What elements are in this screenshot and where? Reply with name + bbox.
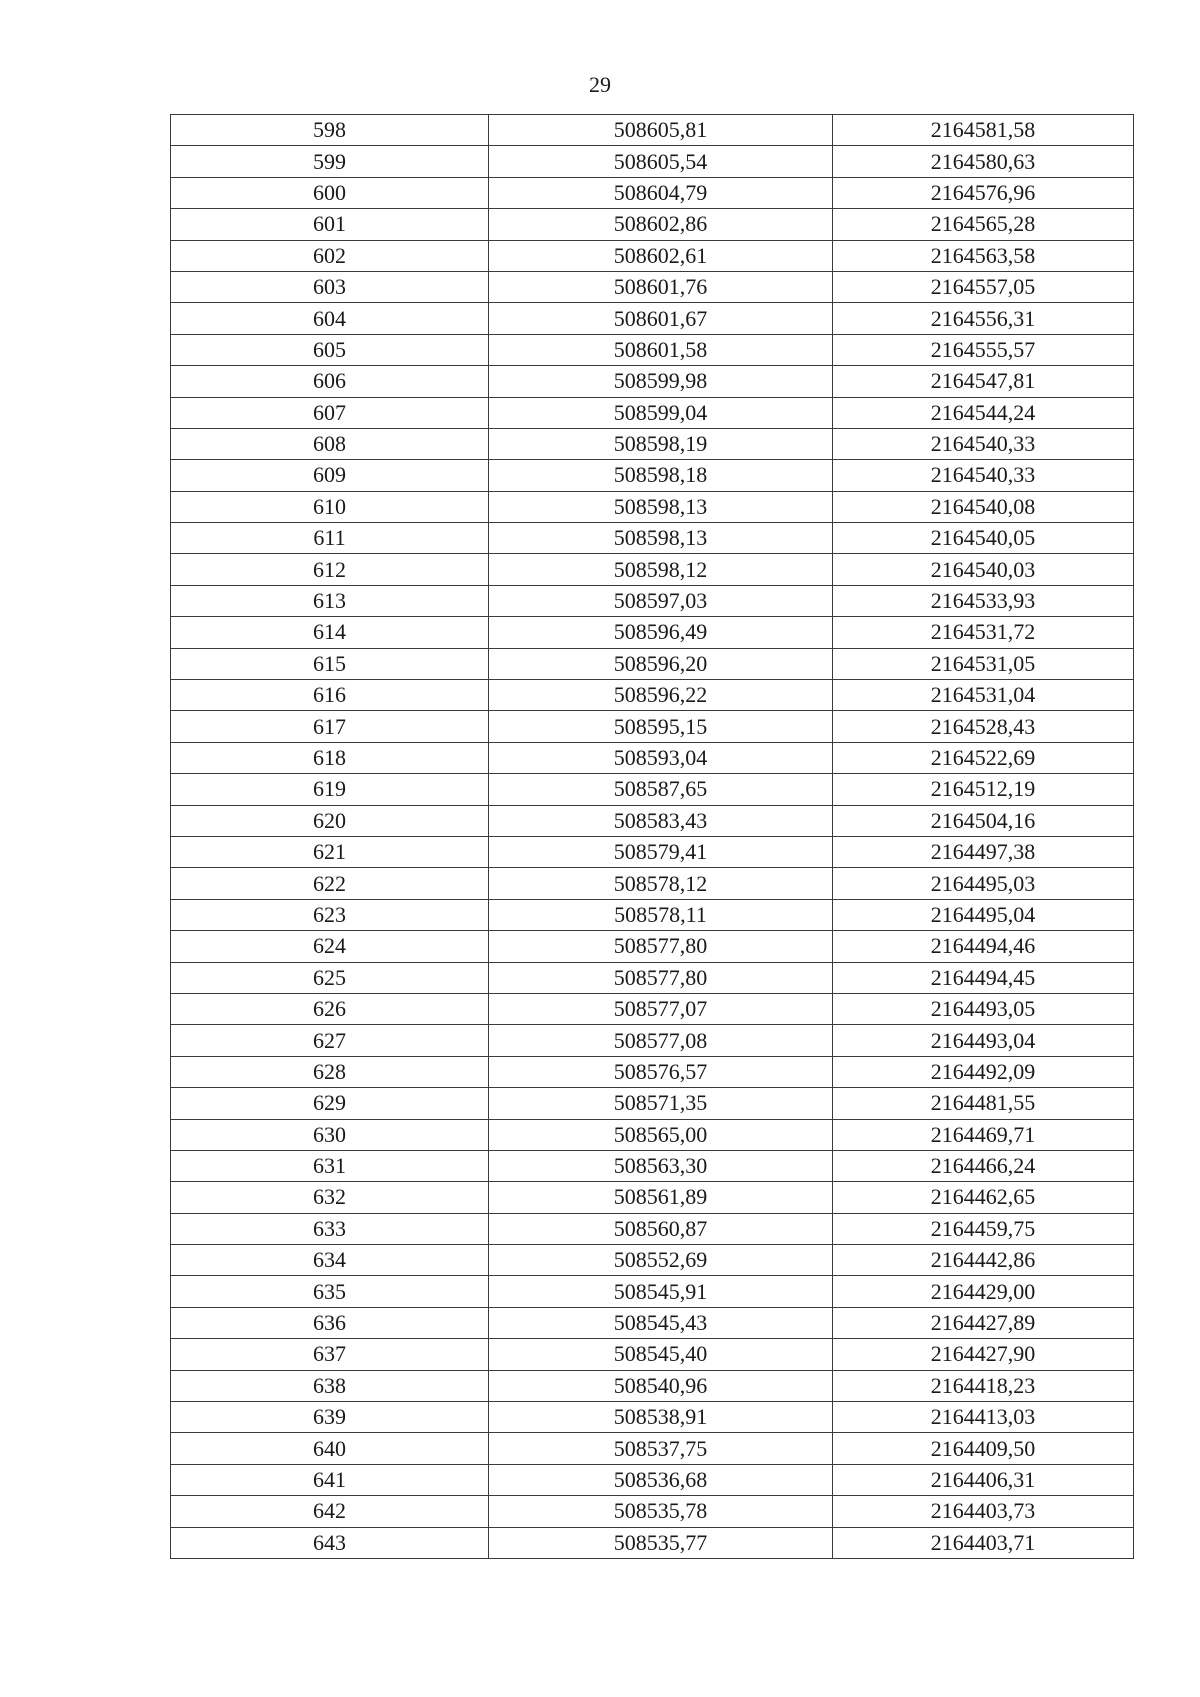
table-row: [171, 585, 1134, 616]
table-row: [171, 177, 1134, 208]
y-coordinate-cell: 2164462,65: [833, 1182, 1134, 1213]
y-coordinate-cell: 2164540,33: [833, 428, 1134, 459]
y-coordinate-cell: 2164540,33: [833, 460, 1134, 491]
y-coordinate-cell: 2164403,71: [833, 1527, 1134, 1558]
point-number-cell: 610: [171, 491, 489, 522]
y-coordinate-cell: 2164442,86: [833, 1245, 1134, 1276]
x-coordinate-cell: 508598,12: [489, 554, 833, 585]
table-row: [171, 1402, 1134, 1433]
point-number-cell: 620: [171, 805, 489, 836]
point-number-cell: 623: [171, 899, 489, 930]
y-coordinate-cell: 2164403,73: [833, 1496, 1134, 1527]
y-coordinate-cell: 2164413,03: [833, 1402, 1134, 1433]
point-number-cell: 624: [171, 931, 489, 962]
point-number-cell: 622: [171, 868, 489, 899]
point-number-cell: 616: [171, 680, 489, 711]
x-coordinate-cell: 508598,13: [489, 523, 833, 554]
x-coordinate-cell: 508604,79: [489, 177, 833, 208]
table-row: [171, 115, 1134, 146]
table-row: [171, 836, 1134, 867]
x-coordinate-cell: 508599,98: [489, 366, 833, 397]
table-row: [171, 1433, 1134, 1464]
x-coordinate-cell: 508537,75: [489, 1433, 833, 1464]
table-row: [171, 1464, 1134, 1495]
y-coordinate-cell: 2164495,03: [833, 868, 1134, 899]
y-coordinate-cell: 2164547,81: [833, 366, 1134, 397]
point-number-cell: 643: [171, 1527, 489, 1558]
table-row: [171, 1213, 1134, 1244]
x-coordinate-cell: 508577,07: [489, 993, 833, 1024]
point-number-cell: 605: [171, 334, 489, 365]
y-coordinate-cell: 2164459,75: [833, 1213, 1134, 1244]
point-number-cell: 607: [171, 397, 489, 428]
point-number-cell: 598: [171, 115, 489, 146]
x-coordinate-cell: 508545,40: [489, 1339, 833, 1370]
table-row: [171, 1370, 1134, 1401]
y-coordinate-cell: 2164528,43: [833, 711, 1134, 742]
table-row: [171, 774, 1134, 805]
table-row: [171, 428, 1134, 459]
coordinates-table-body: [171, 115, 1134, 1559]
point-number-cell: 611: [171, 523, 489, 554]
table-row: [171, 334, 1134, 365]
x-coordinate-cell: 508577,08: [489, 1025, 833, 1056]
table-row: [171, 209, 1134, 240]
point-number-cell: 627: [171, 1025, 489, 1056]
point-number-cell: 636: [171, 1307, 489, 1338]
point-number-cell: 637: [171, 1339, 489, 1370]
point-number-cell: 608: [171, 428, 489, 459]
x-coordinate-cell: 508598,19: [489, 428, 833, 459]
table-row: [171, 1025, 1134, 1056]
y-coordinate-cell: 2164563,58: [833, 240, 1134, 271]
y-coordinate-cell: 2164504,16: [833, 805, 1134, 836]
table-row: [171, 1056, 1134, 1087]
y-coordinate-cell: 2164540,08: [833, 491, 1134, 522]
x-coordinate-cell: 508583,43: [489, 805, 833, 836]
point-number-cell: 613: [171, 585, 489, 616]
y-coordinate-cell: 2164544,24: [833, 397, 1134, 428]
table-row: [171, 397, 1134, 428]
x-coordinate-cell: 508601,58: [489, 334, 833, 365]
table-row: [171, 271, 1134, 302]
x-coordinate-cell: 508545,91: [489, 1276, 833, 1307]
x-coordinate-cell: 508579,41: [489, 836, 833, 867]
point-number-cell: 614: [171, 617, 489, 648]
point-number-cell: 635: [171, 1276, 489, 1307]
y-coordinate-cell: 2164533,93: [833, 585, 1134, 616]
table-row: [171, 1527, 1134, 1558]
table-row: [171, 711, 1134, 742]
y-coordinate-cell: 2164469,71: [833, 1119, 1134, 1150]
point-number-cell: 640: [171, 1433, 489, 1464]
point-number-cell: 603: [171, 271, 489, 302]
x-coordinate-cell: 508605,54: [489, 146, 833, 177]
y-coordinate-cell: 2164522,69: [833, 742, 1134, 773]
point-number-cell: 609: [171, 460, 489, 491]
x-coordinate-cell: 508545,43: [489, 1307, 833, 1338]
y-coordinate-cell: 2164427,89: [833, 1307, 1134, 1338]
y-coordinate-cell: 2164557,05: [833, 271, 1134, 302]
point-number-cell: 612: [171, 554, 489, 585]
y-coordinate-cell: 2164466,24: [833, 1150, 1134, 1181]
x-coordinate-cell: 508595,15: [489, 711, 833, 742]
x-coordinate-cell: 508560,87: [489, 1213, 833, 1244]
y-coordinate-cell: 2164540,05: [833, 523, 1134, 554]
x-coordinate-cell: 508563,30: [489, 1150, 833, 1181]
point-number-cell: 639: [171, 1402, 489, 1433]
y-coordinate-cell: 2164581,58: [833, 115, 1134, 146]
x-coordinate-cell: 508540,96: [489, 1370, 833, 1401]
x-coordinate-cell: 508578,12: [489, 868, 833, 899]
table-row: [171, 1339, 1134, 1370]
x-coordinate-cell: 508561,89: [489, 1182, 833, 1213]
table-row: [171, 1088, 1134, 1119]
table-row: [171, 240, 1134, 271]
point-number-cell: 629: [171, 1088, 489, 1119]
point-number-cell: 628: [171, 1056, 489, 1087]
table-row: [171, 993, 1134, 1024]
y-coordinate-cell: 2164555,57: [833, 334, 1134, 365]
y-coordinate-cell: 2164418,23: [833, 1370, 1134, 1401]
table-row: [171, 303, 1134, 334]
y-coordinate-cell: 2164495,04: [833, 899, 1134, 930]
x-coordinate-cell: 508577,80: [489, 962, 833, 993]
point-number-cell: 604: [171, 303, 489, 334]
y-coordinate-cell: 2164406,31: [833, 1464, 1134, 1495]
y-coordinate-cell: 2164493,05: [833, 993, 1134, 1024]
point-number-cell: 615: [171, 648, 489, 679]
y-coordinate-cell: 2164531,72: [833, 617, 1134, 648]
y-coordinate-cell: 2164556,31: [833, 303, 1134, 334]
table-row: [171, 1496, 1134, 1527]
point-number-cell: 600: [171, 177, 489, 208]
point-number-cell: 634: [171, 1245, 489, 1276]
point-number-cell: 642: [171, 1496, 489, 1527]
y-coordinate-cell: 2164409,50: [833, 1433, 1134, 1464]
point-number-cell: 632: [171, 1182, 489, 1213]
y-coordinate-cell: 2164531,04: [833, 680, 1134, 711]
y-coordinate-cell: 2164481,55: [833, 1088, 1134, 1119]
x-coordinate-cell: 508596,49: [489, 617, 833, 648]
table-row: [171, 1182, 1134, 1213]
x-coordinate-cell: 508536,68: [489, 1464, 833, 1495]
point-number-cell: 601: [171, 209, 489, 240]
x-coordinate-cell: 508599,04: [489, 397, 833, 428]
table-row: [171, 146, 1134, 177]
table-row: [171, 460, 1134, 491]
x-coordinate-cell: 508597,03: [489, 585, 833, 616]
point-number-cell: 641: [171, 1464, 489, 1495]
table-row: [171, 1150, 1134, 1181]
x-coordinate-cell: 508578,11: [489, 899, 833, 930]
point-number-cell: 625: [171, 962, 489, 993]
table-row: [171, 554, 1134, 585]
x-coordinate-cell: 508576,57: [489, 1056, 833, 1087]
x-coordinate-cell: 508535,77: [489, 1527, 833, 1558]
point-number-cell: 618: [171, 742, 489, 773]
y-coordinate-cell: 2164512,19: [833, 774, 1134, 805]
x-coordinate-cell: 508598,13: [489, 491, 833, 522]
x-coordinate-cell: 508593,04: [489, 742, 833, 773]
y-coordinate-cell: 2164540,03: [833, 554, 1134, 585]
point-number-cell: 638: [171, 1370, 489, 1401]
y-coordinate-cell: 2164531,05: [833, 648, 1134, 679]
table-row: [171, 1119, 1134, 1150]
point-number-cell: 633: [171, 1213, 489, 1244]
table-row: [171, 962, 1134, 993]
point-number-cell: 626: [171, 993, 489, 1024]
x-coordinate-cell: 508596,20: [489, 648, 833, 679]
point-number-cell: 621: [171, 836, 489, 867]
x-coordinate-cell: 508587,65: [489, 774, 833, 805]
x-coordinate-cell: 508538,91: [489, 1402, 833, 1433]
table-row: [171, 523, 1134, 554]
table-row: [171, 1276, 1134, 1307]
point-number-cell: 606: [171, 366, 489, 397]
y-coordinate-cell: 2164494,45: [833, 962, 1134, 993]
y-coordinate-cell: 2164429,00: [833, 1276, 1134, 1307]
table-row: [171, 617, 1134, 648]
table-row: [171, 491, 1134, 522]
table-row: [171, 680, 1134, 711]
point-number-cell: 619: [171, 774, 489, 805]
table-row: [171, 648, 1134, 679]
x-coordinate-cell: 508565,00: [489, 1119, 833, 1150]
table-row: [171, 931, 1134, 962]
point-number-cell: 617: [171, 711, 489, 742]
x-coordinate-cell: 508601,67: [489, 303, 833, 334]
table-row: [171, 1307, 1134, 1338]
y-coordinate-cell: 2164576,96: [833, 177, 1134, 208]
y-coordinate-cell: 2164565,28: [833, 209, 1134, 240]
y-coordinate-cell: 2164493,04: [833, 1025, 1134, 1056]
x-coordinate-cell: 508602,86: [489, 209, 833, 240]
table-row: [171, 899, 1134, 930]
x-coordinate-cell: 508605,81: [489, 115, 833, 146]
y-coordinate-cell: 2164580,63: [833, 146, 1134, 177]
y-coordinate-cell: 2164494,46: [833, 931, 1134, 962]
x-coordinate-cell: 508596,22: [489, 680, 833, 711]
point-number-cell: 599: [171, 146, 489, 177]
x-coordinate-cell: 508601,76: [489, 271, 833, 302]
point-number-cell: 602: [171, 240, 489, 271]
y-coordinate-cell: 2164497,38: [833, 836, 1134, 867]
table-row: [171, 805, 1134, 836]
y-coordinate-cell: 2164427,90: [833, 1339, 1134, 1370]
x-coordinate-cell: 508598,18: [489, 460, 833, 491]
y-coordinate-cell: 2164492,09: [833, 1056, 1134, 1087]
x-coordinate-cell: 508571,35: [489, 1088, 833, 1119]
point-number-cell: 630: [171, 1119, 489, 1150]
table-row: [171, 742, 1134, 773]
page-number: 29: [589, 72, 611, 97]
x-coordinate-cell: 508602,61: [489, 240, 833, 271]
coordinates-table: [170, 114, 1134, 1559]
table-row: [171, 868, 1134, 899]
point-number-cell: 631: [171, 1150, 489, 1181]
table-row: [171, 1245, 1134, 1276]
x-coordinate-cell: 508577,80: [489, 931, 833, 962]
x-coordinate-cell: 508535,78: [489, 1496, 833, 1527]
table-row: [171, 366, 1134, 397]
x-coordinate-cell: 508552,69: [489, 1245, 833, 1276]
